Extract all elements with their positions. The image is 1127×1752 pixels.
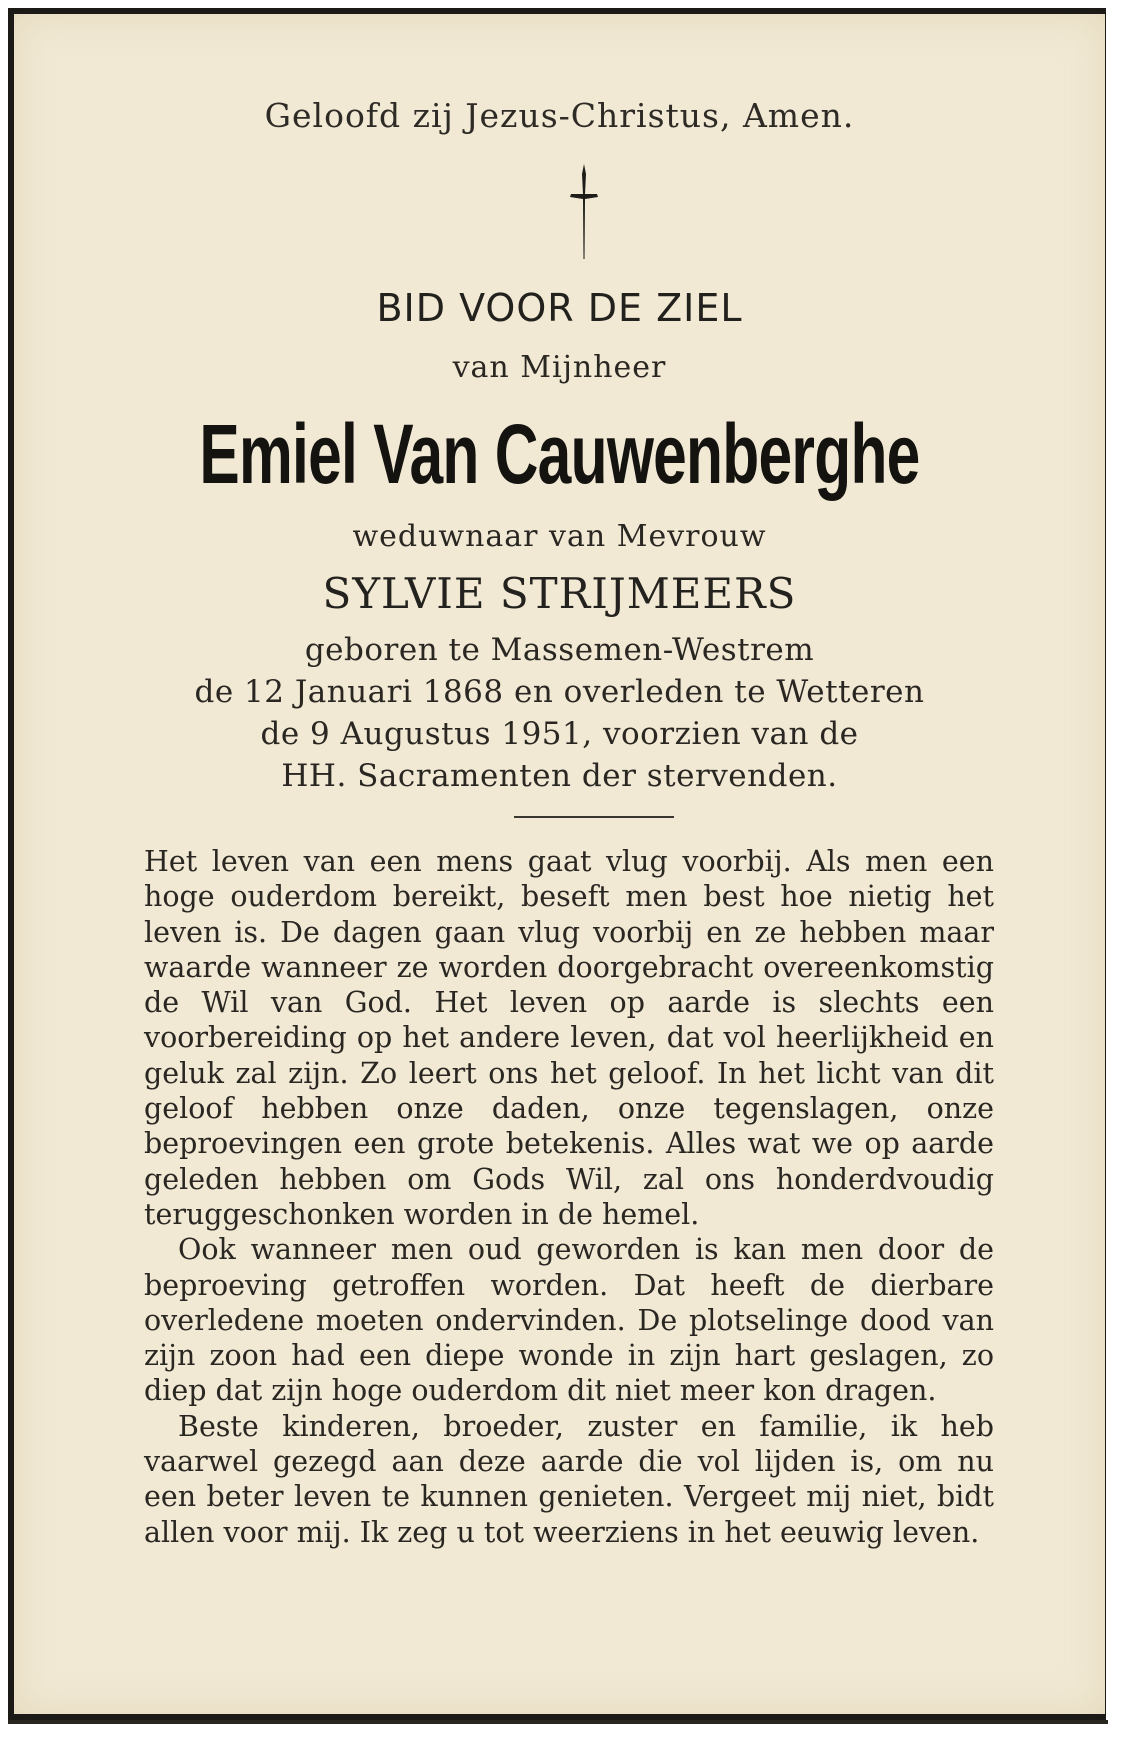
memorial-card	[8, 8, 1106, 1720]
paragraph: Ook wanneer men oud geworden is kan men door de beproeving getroffen worden. Dat heeft de dierbare overledene moeten ondervinden. De plotselinge dood van zijn zoon had een diepe wonde in zijn hart geslagen, zo diep dat zijn hoge ouderdom dit niet meer kon dragen.	[144, 1233, 994, 1408]
info-line: de 9 Augustus 1951, voorzien van de	[260, 716, 859, 752]
motto: Geloofd zij Jezus-Christus, Amen.	[264, 96, 855, 135]
cross-icon	[569, 164, 599, 259]
life-details	[14, 629, 1105, 797]
relation-line: weduwnaar van Mevrouw	[352, 519, 767, 554]
divider-line	[514, 816, 674, 818]
info-line: de 12 Januari 1868 en overleden te Wetteren	[194, 674, 925, 710]
info-line: geboren te Massemen-Westrem	[304, 632, 815, 668]
deceased-name: Emiel Van Cauwenberghe	[199, 407, 920, 501]
spouse-name: SYLVIE STRIJMEERS	[322, 569, 797, 618]
info-line: HH. Sacramenten der stervenden.	[281, 758, 838, 794]
title-prefix: van Mijnheer	[452, 350, 667, 385]
prayer-heading: BID VOOR DE ZIEL	[376, 286, 743, 330]
memorial-text	[144, 844, 994, 1550]
paragraph: Beste kinderen, broeder, zuster en familie, ik heb vaarwel gezegd aan deze aarde die vol lijden is, om nu een beter leven te kunnen genieten. Vergeet mij niet, bidt allen voor mij. Ik zeg u tot weerziens in het eeuwig leven.	[144, 1409, 994, 1549]
paragraph: Het leven van een mens gaat vlug voorbij. Als men een hoge ouderdom bereikt, beseft men best hoe nietig het leven is. De dagen gaan vlug voorbij en ze hebben maar waarde wanneer ze worden doorgebracht overeenkomstig de Wil van God. Het leven op aarde is slechts een voorbereiding op het andere leven, dat vol heerlijkheid en geluk zal zijn. Zo leert ons het geloof. In het licht van dit geloof hebben onze daden, onze tegenslagen, onze beproevingen een grote betekenis. Alles wat we op aarde geleden hebben om Gods Wil, zal ons honderdvoudig teruggeschonken worden in de hemel.	[144, 845, 994, 1231]
